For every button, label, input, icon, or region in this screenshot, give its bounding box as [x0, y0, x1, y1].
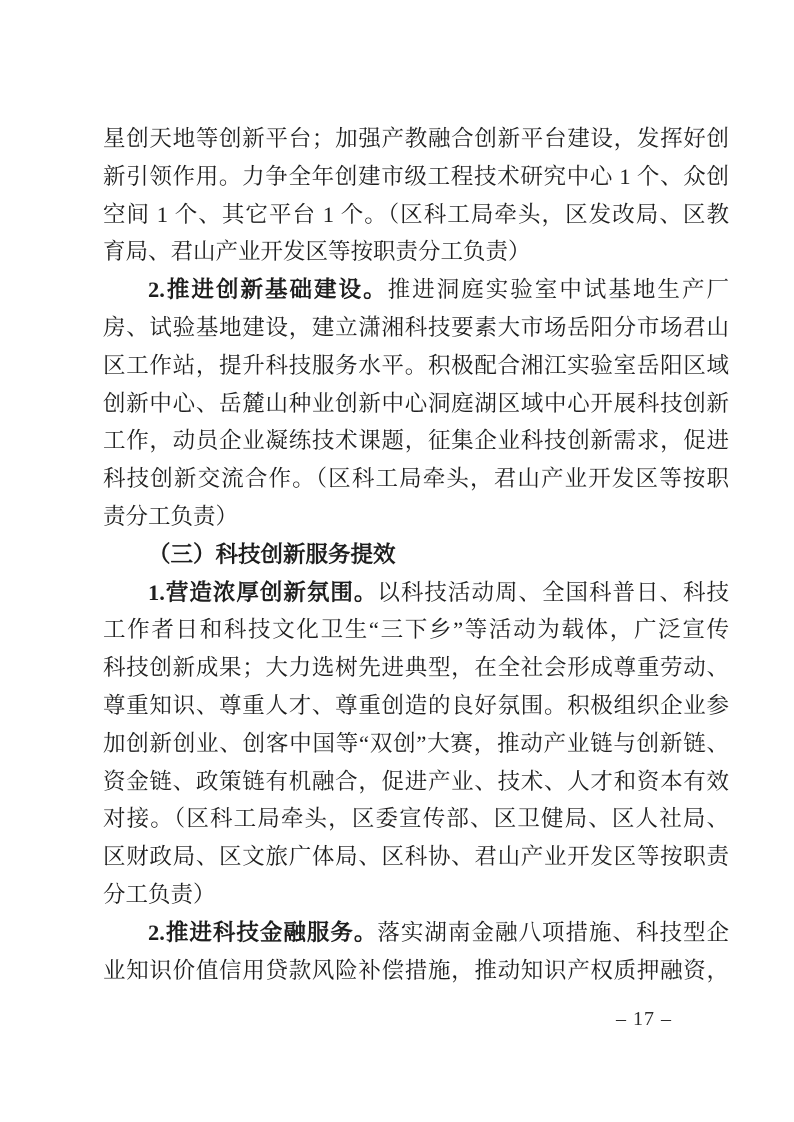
- text-run: 资金链、政策链有机融合，促进产业、技术、人才和资本有效: [103, 768, 729, 794]
- page-number: – 17 –: [616, 1008, 672, 1030]
- text-run: 工作者日和科技文化卫生“三下乡”等活动为载体，广泛宣传: [103, 617, 729, 643]
- text-run: 区财政局、区文旅广体局、区科协、君山产业开发区等按职责: [103, 844, 729, 870]
- text-run: 以科技活动周、全国科普日、科技: [377, 579, 729, 605]
- text-line: [103, 800, 729, 838]
- text-line: [103, 649, 729, 687]
- text-run: 尊重知识、尊重人才、尊重创造的良好氛围。积极组织企业参: [103, 692, 729, 718]
- text-line: [103, 952, 729, 990]
- text-run: 房、试验基地建设，建立潇湘科技要素大市场岳阳分市场君山: [103, 314, 729, 340]
- text-run: 科技创新成果；大力选树先进典型，在全社会形成尊重劳动、: [103, 655, 729, 681]
- text-line: [103, 158, 729, 196]
- text-line: [103, 120, 729, 158]
- bold-run-heading: 2.推进创新基础建设。: [148, 277, 388, 303]
- paragraph-start-line: [103, 574, 729, 612]
- text-run: 星创天地等创新平台；加强产教融合创新平台建设，发挥好创: [103, 126, 729, 151]
- text-run: 推进洞庭实验室中试基地生产厂: [387, 277, 729, 303]
- section-heading: [103, 536, 729, 574]
- text-run: 对接。（区科工局牵头，区委宣传部、区卫健局、区人社局、: [103, 806, 729, 832]
- text-line: [103, 309, 729, 347]
- text-run: 育局、君山产业开发区等按职责分工负责）: [103, 239, 531, 265]
- text-line: [103, 876, 729, 914]
- text-run: 区工作站，提升科技服务水平。积极配合湘江实验室岳阳区域: [103, 352, 729, 378]
- text-line: [103, 422, 729, 460]
- text-run: 工作，动员企业凝练技术课题，征集企业科技创新需求，促进: [103, 428, 729, 454]
- text-run: 创新中心、岳麓山种业创新中心洞庭湖区域中心开展科技创新: [103, 390, 729, 416]
- text-line: [103, 460, 729, 498]
- text-line: [103, 725, 729, 763]
- text-line: [103, 763, 729, 801]
- paragraph-start-line: [103, 914, 729, 952]
- text-line: [103, 498, 729, 536]
- text-line: [103, 233, 729, 271]
- text-run: 新引领作用。力争全年创建市级工程技术研究中心 1 个、众创: [103, 163, 729, 189]
- bold-run-heading: （三）科技创新服务提效: [148, 541, 396, 567]
- text-run: 分工负责）: [103, 881, 216, 907]
- text-line: [103, 385, 729, 423]
- text-line: [103, 611, 729, 649]
- paragraph-start-line: [103, 271, 729, 309]
- text-run: 责分工负责）: [103, 503, 239, 529]
- text-run: 加创新创业、创客中国等“双创”大赛，推动产业链与创新链、: [103, 730, 729, 756]
- text-line: [103, 687, 729, 725]
- bold-run-heading: 1.营造浓厚创新氛围。: [148, 579, 378, 605]
- text-run: 科技创新交流合作。（区科工局牵头，君山产业开发区等按职: [103, 466, 729, 492]
- document-body: [103, 120, 729, 989]
- text-line: [103, 196, 729, 234]
- text-line: [103, 347, 729, 385]
- text-run: 业知识价值信用贷款风险补偿措施，推动知识产权质押融资，: [103, 957, 729, 983]
- text-run: 落实湖南金融八项措施、科技型企: [377, 919, 729, 945]
- bold-run-heading: 2.推进科技金融服务。: [148, 919, 378, 945]
- text-run: 空间 1 个、其它平台 1 个。（区科工局牵头，区发改局、区教: [103, 201, 729, 227]
- text-line: [103, 838, 729, 876]
